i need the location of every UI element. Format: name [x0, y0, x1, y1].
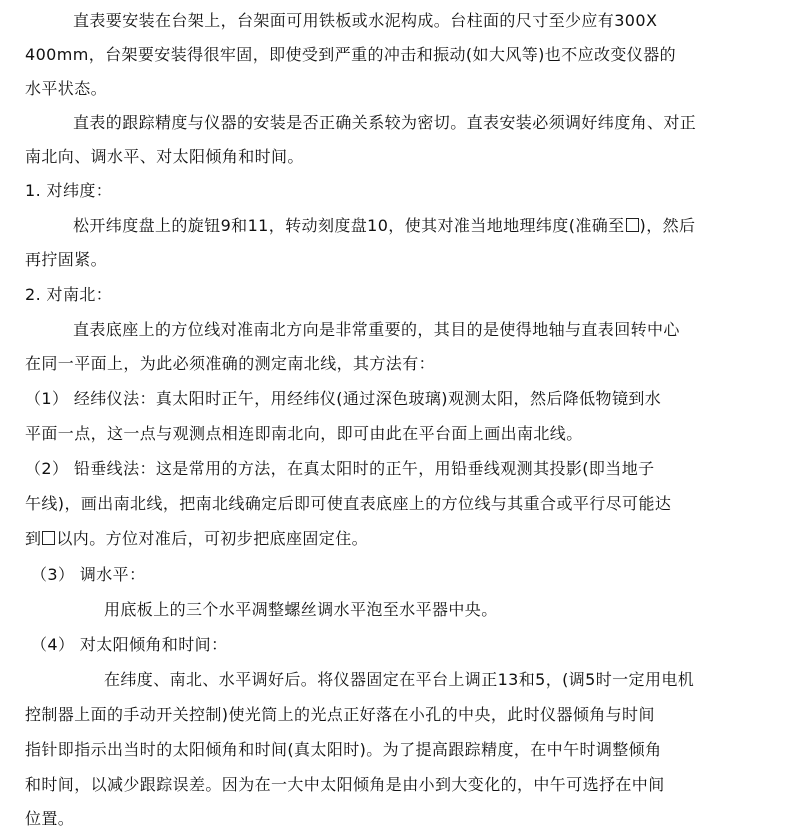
paragraph-1-line-3: 水平状态。 [25, 79, 108, 98]
paragraph-4-line-2: 在同一平面上，为此必须准确的测定南北线，其方法有： [25, 354, 436, 373]
paragraph-1-line-2: 400mm，台架要安装得很牢固，即使受到严重的冲击和振动(如大风等)也不应改变仪器的 [25, 45, 676, 64]
paragraph-3-line-1-end: )，然后 [639, 216, 696, 235]
paragraph-6-line-5: 位置。 [25, 809, 75, 828]
paragraph-6-line-2: 控制器上面的手动开关控制)使光筒上的光点正好落在小孔的中央，此时仪器倾角与时间 [25, 705, 655, 724]
item-2-line-3-end: 以内。方位对准后，可初步把底座固定住。 [56, 529, 369, 548]
placeholder-box-icon [42, 531, 55, 545]
item-3-heading: （3） 调水平： [31, 565, 146, 584]
paragraph-3-line-2: 再拧固紧。 [25, 250, 108, 269]
item-2-line-3 [25, 522, 776, 556]
paragraph-6-line-3: 指针即指示出当时的太阳倾角和时间(真太阳时)。为了提高跟踪精度，在中午时调整倾角 [25, 740, 662, 759]
item-2-line-2: 午线)，画出南北线，把南北线确定后即可使直表底座上的方位线与其重合或平行尽可能达 [25, 494, 672, 513]
item-4-heading: （4） 对太阳倾角和时间： [31, 635, 228, 654]
item-1-line-1: （1） 经纬仪法：真太阳时正午，用经纬仪(通过深色玻璃)观测太阳，然后降低物镜到水 [25, 389, 662, 408]
paragraph-4-line-1: 直表底座上的方位线对准南北方向是非常重要的，其目的是使得地轴与直表回转中心 [73, 320, 680, 339]
paragraph-6-line-4: 和时间，以减少跟踪误差。因为在一大中太阳倾角是由小到大变化的，中午可选抒在中间 [25, 775, 665, 794]
paragraph-3-line-1-start: 松开纬度盘上的旋钮9和11，转动刻度盘10，使其对准当地地理纬度(准确至 [73, 216, 625, 235]
paragraph-1-line-1: 直表要安装在台架上，台架面可用铁板或水泥构成。台柱面的尺寸至少应有300X [73, 11, 658, 30]
paragraph-2-line-2: 南北向、调水平、对太阳倾角和时间。 [25, 147, 304, 166]
paragraph-3-line-1 [73, 209, 776, 243]
section-heading-latitude: 1. 对纬度： [25, 181, 113, 200]
paragraph-2-line-1: 直表的跟踪精度与仪器的安装是否正确关系较为密切。直表安装必须调好纬度角、对正 [73, 113, 697, 132]
item-1-line-2: 平面一点，这一点与观测点相连即南北向，即可由此在平台面上画出南北线。 [25, 424, 583, 443]
item-2-line-1: （2） 铅垂线法：这是常用的方法，在真太阳时的正午，用铅垂线观测其投影(即当地子 [25, 459, 655, 478]
section-heading-north-south: 2. 对南北： [25, 285, 113, 304]
item-3-line-1: 用底板上的三个水平凋整螺丝调水平泡至水平器中央。 [104, 600, 498, 619]
paragraph-6-line-1: 在纬度、南北、水平调好后。将仪器固定在平台上调正13和5，(调5时一定用电机 [104, 670, 695, 689]
item-2-line-3-start: 到 [25, 529, 42, 548]
placeholder-box-icon [626, 218, 639, 232]
